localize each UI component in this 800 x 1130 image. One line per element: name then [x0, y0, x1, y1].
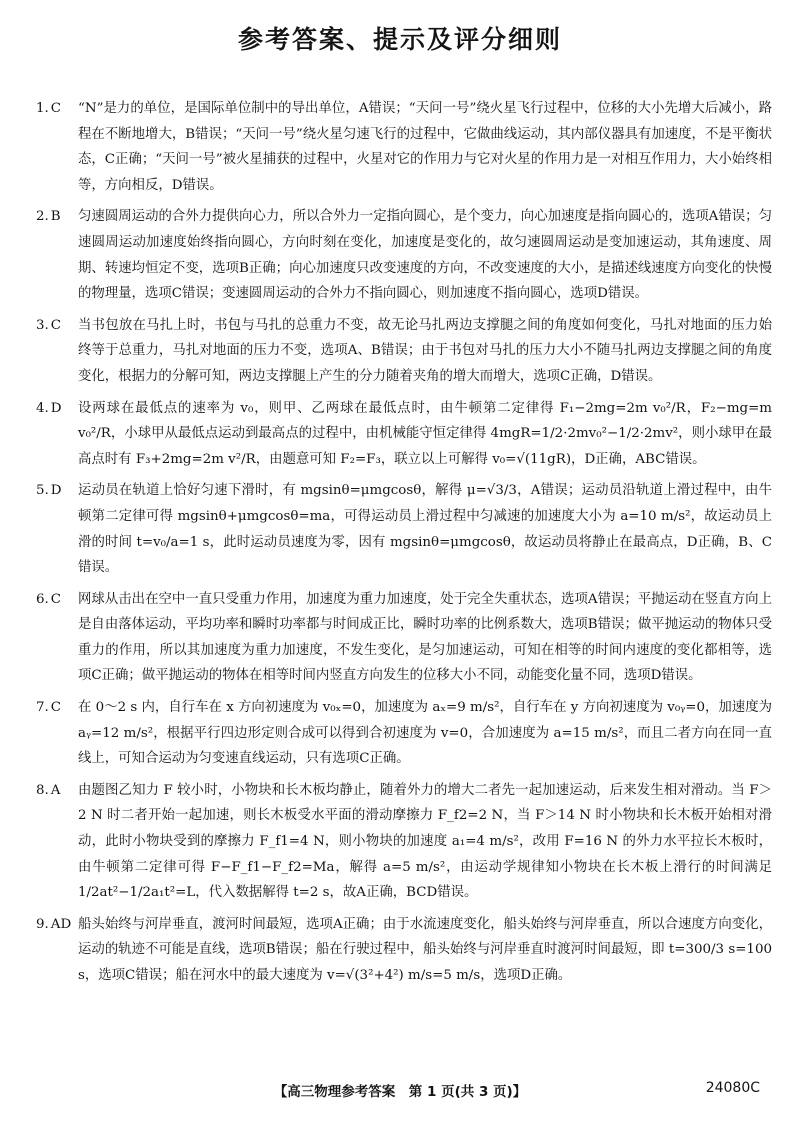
document-code: 24080C	[705, 1080, 760, 1096]
item-answer: A	[50, 782, 61, 798]
item-answer: D	[50, 483, 62, 499]
item-answer: C	[50, 700, 62, 716]
item-answer: C	[50, 591, 62, 607]
item-number-label: 9. AD	[36, 916, 72, 932]
item-number-label: 4. D	[36, 400, 62, 416]
item-number-label: 6. C	[36, 591, 62, 607]
answer-item-7	[36, 695, 772, 772]
item-explanation: “N”是力的单位，是国际单位制中的导出单位，A错误；“天问一号”绕火星飞行过程中，位移的大小先增大后减小，路程在不断地增大，B错误；“天问一号”绕火星匀速飞行的过程中，它做曲线运动，其内部仪器具有加速度，不是平衡状态，C正确；“天问一号”被火星捕获的过程中，火星对它的作用力与它对火星的作用力是一对相互作用力，大小始终相等，方向相反，D错误。	[78, 101, 772, 193]
answer-list	[36, 96, 772, 995]
answer-item-8	[36, 778, 772, 906]
item-number-label: 2. B	[36, 209, 61, 225]
item-answer: AD	[50, 916, 72, 932]
item-number-label: 7. C	[36, 700, 62, 716]
answer-item-9	[36, 912, 772, 989]
item-explanation: 设两球在最低点的速率为 v₀，则甲、乙两球在最低点时，由牛顿第二定律得 F₁−2mg=2m v₀²/R，F₂−mg=m v₀²/R，小球甲从最低点运动到最高点的过程中，由机械能守恒定律得 4mgR=1/2·2mv₀²−1/2·2mv²，则小球甲在最高点时有 F₃+2mg=2m v²/R，由题意可知 F₂=F₃，联立以上可解得 v₀=√(11gR)，D正确，ABC错误。	[78, 400, 772, 467]
item-explanation: 网球从击出在空中一直只受重力作用，加速度为重力加速度，处于完全失重状态，选项A错误；平抛运动在竖直方向上是自由落体运动，平均功率和瞬时功率都与时间成正比，瞬时功率的比例系数大，选项B错误；做平抛运动的物体只受重力的作用，所以其加速度为重力加速度，不发生变化，是匀加速运动，可知在相等的时间内速度的变化都相等，选项C正确；做平抛运动的物体在相等时间内竖直方向发生的位移大小不同，动能变化量不同，选项D错误。	[78, 591, 772, 684]
answer-item-5	[36, 478, 772, 580]
item-explanation: 匀速圆周运动的合外力提供向心力，所以合外力一定指向圆心，是个变力，向心加速度是指向圆心的，选项A错误；匀速圆周运动加速度始终指向圆心，方向时刻在变化，加速度是变化的，故匀速圆周运动是变加速运动，其角速度、周期、转速均恒定不变，选项B正确；向心加速度只改变速度的方向，不改变速度的大小，是描述线速度方向变化的快慢的物理量，选项C错误；变速圆周运动的合外力不指向圆心，则加速度不指向圆心，选项D错误。	[78, 209, 772, 302]
answer-item-6	[36, 587, 772, 689]
item-answer: D	[50, 400, 62, 416]
item-explanation: 当书包放在马扎上时，书包与马扎的总重力不变，故无论马扎两边支撑腿之间的角度如何变化，马扎对地面的压力始终等于总重力，马扎对地面的压力不变，选项A、B错误；由于书包对马扎的压力大小不随马扎两边支撑腿之间的角度变化，根据力的分解可知，两边支撑腿上产生的分力随着夹角的增大而增大，选项C正确，D错误。	[78, 317, 772, 384]
item-number-label: 5. D	[36, 483, 62, 499]
item-explanation: 在 0～2 s 内，自行车在 x 方向初速度为 v₀ₓ=0，加速度为 aₓ=9 m/s²，自行车在 y 方向初速度为 v₀ᵧ=0，加速度为 aᵧ=12 m/s²，根据平行四边形定则合成可以得到合初速度为 v=0，合加速度为 a=15 m/s²，而且二者方向在同一直线上，可知合运动为匀变速直线运动，只有选项C正确。	[78, 700, 772, 767]
item-answer: C	[50, 101, 62, 116]
item-answer: C	[50, 317, 62, 333]
item-number-label: 8. A	[36, 782, 61, 798]
answer-item-3	[36, 313, 772, 390]
item-number-label: 3. C	[36, 317, 62, 333]
answer-item-2	[36, 204, 772, 306]
page-footer: 【高三物理参考答案 第 1 页(共 3 页)】	[273, 1084, 527, 1100]
item-number-label: 1. C	[36, 101, 62, 116]
answer-item-4	[36, 396, 772, 473]
item-answer: B	[50, 209, 61, 225]
item-explanation: 运动员在轨道上恰好匀速下滑时，有 mgsinθ=μmgcosθ，解得 μ=√3/3，A错误；运动员沿轨道上滑过程中，由牛顿第二定律可得 mgsinθ+μmgcosθ=ma，可得运动员上滑过程中匀减速的加速度大小为 a=10 m/s²，故运动员上滑的时间 t=v₀/a=1 s，此时运动员速度为零，因有 mgsinθ=μmgcosθ，故运动员将静止在最高点，D正确，B、C错误。	[78, 483, 772, 576]
item-explanation: 由题图乙知力 F 较小时，小物块和长木板均静止，随着外力的增大二者先一起加速运动，后来发生相对滑动。当 F＞2 N 时二者开始一起加速，则长木板受水平面的滑动摩擦力 F_f2=2 N，当 F＞14 N 时小物块和长木板开始相对滑动，此时小物块受到的摩擦力 F_f1=4 N，则小物块的加速度 a₁=4 m/s²，改用 F=16 N 的外力水平拉长木板时，由牛顿第二定律可得 F−F_f1−F_f2=Ma，解得 a=5 m/s²，由运动学规律知小物块在长木板上滑行的时间满足 1/2at²−1/2a₁t²=L，代入数据解得 t=2 s，故A正确，BCD错误。	[78, 782, 772, 901]
answer-item-1	[36, 96, 772, 198]
page-title: 参考答案、提示及评分细则	[237, 25, 562, 54]
item-explanation: 船头始终与河岸垂直，渡河时间最短，选项A正确；由于水流速度变化，船头始终与河岸垂直，所以合速度方向变化，运动的轨迹不可能是直线，选项B错误；船在行驶过程中，船头始终与河岸垂直时渡河时间最短，即 t=300/3 s=100 s，选项C错误；船在河水中的最大速度为 v=√(3²+4²) m/s=5 m/s，选项D正确。	[78, 916, 772, 983]
